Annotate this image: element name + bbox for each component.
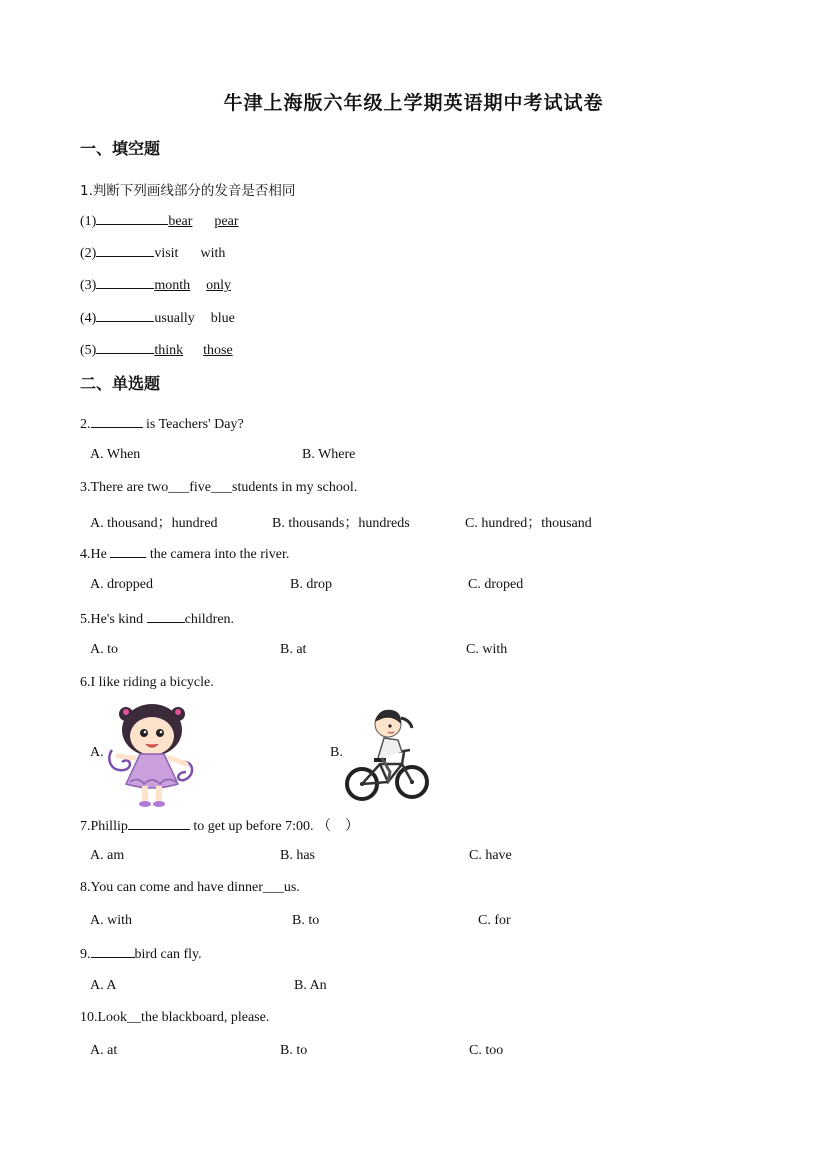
q1-word-a: bear xyxy=(168,214,193,229)
page-title: 牛津上海版六年级上学期英语期中考试试卷 xyxy=(223,92,604,114)
stem-prefix: 9. xyxy=(80,947,91,962)
q2-option-b[interactable]: B. Where xyxy=(302,447,356,462)
q3-option-c[interactable]: C. hundred；thousand xyxy=(465,516,592,531)
answer-blank[interactable] xyxy=(96,276,154,289)
stem-suffix: bird can fly. xyxy=(134,947,202,962)
q6-option-b[interactable]: B. xyxy=(330,745,343,760)
stem-suffix: the camera into the river. xyxy=(149,547,290,562)
q1-item-num: (1) xyxy=(80,214,97,229)
question-9-stem xyxy=(80,945,202,963)
q8-option-a[interactable]: A. with xyxy=(90,913,132,928)
stem-prefix: 5.He's kind xyxy=(80,612,144,627)
question-7-stem xyxy=(80,815,359,835)
answer-blank[interactable] xyxy=(110,545,146,558)
stem-suffix: is Teachers' Day? xyxy=(146,417,244,432)
q3-option-a[interactable]: A. thousand；hundred xyxy=(90,516,218,531)
q3-option-b[interactable]: B. thousands；hundreds xyxy=(272,516,410,531)
stem-prefix: 4.He xyxy=(80,547,107,562)
q1-item-num: (4) xyxy=(80,311,97,326)
question-3-stem: 3.There are two___five___students in my school. xyxy=(80,480,358,495)
q4-option-b[interactable]: B. drop xyxy=(290,577,332,592)
q1-word-a: usually xyxy=(154,311,195,326)
q1-item-num: (5) xyxy=(80,343,97,358)
q8-option-b[interactable]: B. to xyxy=(292,913,320,928)
q1-item-num: (2) xyxy=(80,246,97,261)
q1-word-b: with xyxy=(200,246,226,261)
q2-option-a[interactable]: A. When xyxy=(90,447,141,462)
section-choice-heading: 二、单选题 xyxy=(80,374,161,393)
q5-option-c[interactable]: C. with xyxy=(466,642,508,657)
q8-option-c[interactable]: C. for xyxy=(478,913,511,928)
q7-option-b[interactable]: B. has xyxy=(280,848,315,863)
q1-item-1 xyxy=(80,212,239,230)
question-6-stem: 6.I like riding a bicycle. xyxy=(80,675,214,690)
q7-option-c[interactable]: C. have xyxy=(469,848,512,863)
q1-word-a: visit xyxy=(154,246,179,261)
q1-item-num: (3) xyxy=(80,278,97,293)
q5-option-b[interactable]: B. at xyxy=(280,642,307,657)
answer-blank[interactable] xyxy=(147,610,185,623)
q6-option-a[interactable]: A. xyxy=(90,745,104,760)
q9-option-b[interactable]: B. An xyxy=(294,978,327,993)
q5-option-a[interactable]: A. to xyxy=(90,642,118,657)
q4-option-a[interactable]: A. dropped xyxy=(90,577,153,592)
answer-blank[interactable] xyxy=(91,945,135,958)
question-10-stem: 10.Look__the blackboard, please. xyxy=(80,1010,270,1025)
dancing-girl-image[interactable] xyxy=(104,700,200,808)
q1-word-b: blue xyxy=(210,311,235,326)
q10-option-c[interactable]: C. too xyxy=(469,1043,504,1058)
answer-blank[interactable] xyxy=(128,817,190,830)
q1-item-3 xyxy=(80,276,231,294)
q9-option-a[interactable]: A. A xyxy=(90,978,117,993)
question-1-stem: 1.判断下列画线部分的发音是否相同 xyxy=(80,183,296,199)
stem-prefix: 2. xyxy=(80,417,91,432)
stem-prefix: 7.Phillip xyxy=(80,819,128,834)
section-fill-heading: 一、填空题 xyxy=(80,139,161,158)
q1-item-4 xyxy=(80,309,235,327)
question-5-stem xyxy=(80,610,234,628)
question-8-stem: 8.You can come and have dinner___us. xyxy=(80,880,300,895)
q1-word-a: month xyxy=(154,278,191,293)
q1-word-b: only xyxy=(206,278,231,293)
answer-blank[interactable] xyxy=(96,212,168,225)
stem-suffix: to get up before 7:00. xyxy=(193,819,314,834)
question-2-stem xyxy=(80,415,244,433)
q1-item-2 xyxy=(80,244,225,262)
cycling-girl-image[interactable] xyxy=(344,704,430,802)
q4-option-c[interactable]: C. droped xyxy=(468,577,524,592)
q1-item-5 xyxy=(80,341,233,359)
q1-word-b: those xyxy=(203,343,233,358)
answer-parentheses: （ ） xyxy=(317,819,359,834)
q7-option-a[interactable]: A. am xyxy=(90,848,125,863)
q10-option-b[interactable]: B. to xyxy=(280,1043,308,1058)
q10-option-a[interactable]: A. at xyxy=(90,1043,118,1058)
answer-blank[interactable] xyxy=(96,244,154,257)
answer-blank[interactable] xyxy=(91,415,143,428)
stem-suffix: children. xyxy=(184,612,235,627)
question-4-stem xyxy=(80,545,289,563)
answer-blank[interactable] xyxy=(96,341,154,354)
q1-word-b: pear xyxy=(214,214,239,229)
answer-blank[interactable] xyxy=(96,309,154,322)
q1-word-a: think xyxy=(154,343,184,358)
